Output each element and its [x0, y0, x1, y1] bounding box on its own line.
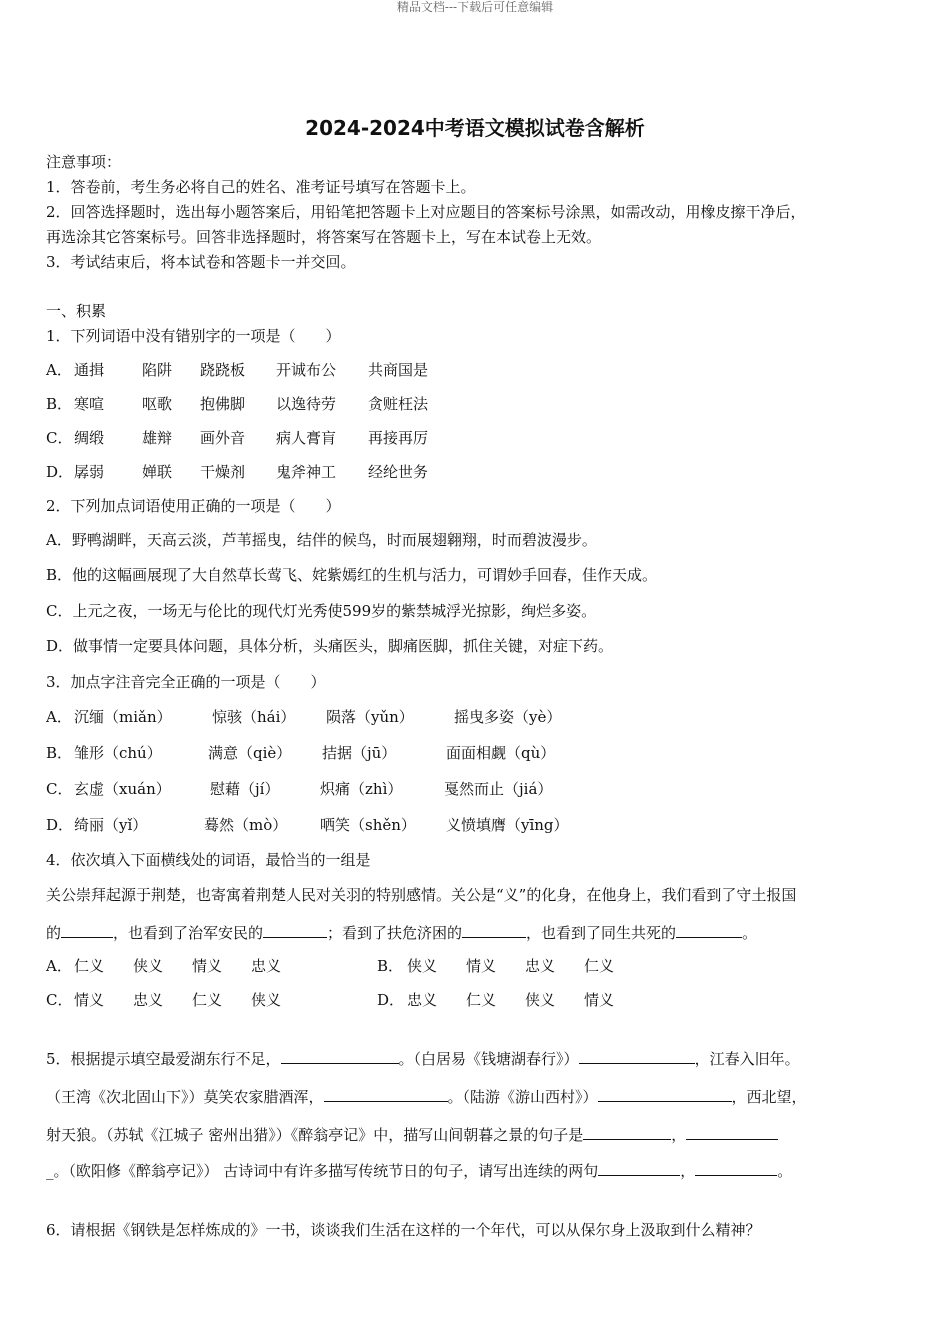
q3-option-c: [46, 779, 552, 799]
option-word: 再接再厉: [368, 429, 429, 447]
passage-text: 。: [742, 924, 758, 942]
q5-text: 。（白居易《钱塘湖春行》）: [398, 1050, 579, 1068]
q5-text: _。（欧阳修《醉翁亭记》） 古诗词中有许多描写传统节日的句子，请写出连续的两句: [46, 1162, 599, 1180]
option-word: 呕歌: [142, 395, 173, 413]
option-item: 满意（qiè）: [208, 744, 292, 762]
question-1-stem: 1．下列词语中没有错别字的一项是（ ）: [46, 327, 341, 345]
option-word: 忠义: [133, 991, 164, 1009]
q4-options-row-2: [46, 990, 614, 1010]
option-word: 仁义: [584, 957, 615, 975]
option-word: 开诚布公: [276, 361, 337, 379]
option-word: 侠义: [251, 991, 282, 1009]
option-item: 绮丽（yǐ）: [74, 816, 148, 834]
page-title: 2024-2024中考语文模拟试卷含解析: [305, 116, 645, 140]
option-label: B．: [46, 395, 73, 413]
q5-text: ，: [671, 1126, 687, 1144]
fill-blank: [695, 1161, 777, 1176]
option-item: 义愤填膺（yīng）: [446, 816, 569, 834]
header-note: 精品文档---下载后可任意编辑: [396, 0, 554, 14]
q1-option-a: [46, 360, 428, 380]
q5-text: ，西北望，: [731, 1088, 807, 1106]
q5-line-1: [46, 1049, 800, 1069]
option-item: 玄虚（xuán）: [74, 780, 171, 798]
option-item: 惊骇（hái）: [212, 708, 296, 726]
question-6-stem: 6．请根据《钢铁是怎样炼成的》一书，谈谈我们生活在这样的一个年代，可以从保尔身上汲取到什么精神？: [46, 1221, 761, 1239]
fill-blank: [676, 923, 742, 938]
fill-blank: [579, 1049, 695, 1064]
note-item-2: 2．回答选择题时，选出每小题答案后，用铅笔把答题卡上对应题目的答案标号涂黑，如需改动，用橡皮擦干净后，: [46, 203, 806, 221]
option-word: 画外音: [200, 429, 246, 447]
q3-option-b: [46, 743, 555, 763]
q2-option-b: B．他的这幅画展现了大自然草长莺飞、姹紫嫣红的生机与活力，可谓妙手回春，佳作天成。: [46, 566, 658, 584]
q4-options-row-1: [46, 956, 614, 976]
option-label: A．: [46, 708, 72, 726]
passage-text: ，也看到了治军安民的: [113, 924, 264, 942]
fill-blank: [598, 1087, 732, 1102]
q5-text: 。（陆游《游山西村》）: [447, 1088, 598, 1106]
option-word: 孱弱: [74, 463, 105, 481]
option-label: C．: [46, 991, 73, 1009]
option-label: C．: [46, 780, 73, 798]
option-word: 雄辩: [142, 429, 173, 447]
q3-option-d: [46, 815, 569, 835]
option-word: 忠义: [251, 957, 282, 975]
option-word: 鬼斧神工: [276, 463, 337, 481]
option-word: 仁义: [192, 991, 223, 1009]
fill-blank: [583, 1125, 671, 1140]
option-word: 干燥剂: [200, 463, 246, 481]
note-item-1: 1．答卷前，考生务必将自己的姓名、准考证号填写在答题卡上。: [46, 178, 476, 196]
option-word: 经纶世务: [368, 463, 429, 481]
option-word: 情义: [584, 991, 615, 1009]
section-heading: 一、积累: [46, 302, 107, 320]
option-word: 寒喧: [74, 395, 105, 413]
option-item: 蓦然（mò）: [204, 816, 288, 834]
option-label: C．: [46, 429, 73, 447]
q4-passage-line-2: [46, 923, 757, 943]
passage-text: ，也看到了同生共死的: [526, 924, 677, 942]
option-label: D．: [46, 816, 74, 834]
q5-text: （王湾《次北固山下》）莫笑农家腊酒浑，: [46, 1088, 324, 1106]
option-item: 戛然而止（jiá）: [444, 780, 553, 798]
q2-option-c: C．上元之夜，一场无与伦比的现代灯光秀使599岁的紫禁城浮光掠影，绚烂多姿。: [46, 602, 597, 620]
q5-text: 5．根据提示填空最爱湖东行不足，: [46, 1050, 281, 1068]
option-word: 仁义: [74, 957, 105, 975]
passage-text: ；看到了扶危济困的: [327, 924, 463, 942]
option-word: 仁义: [466, 991, 497, 1009]
q5-text: 。: [777, 1162, 793, 1180]
option-word: 情义: [192, 957, 223, 975]
option-word: 贪赃枉法: [368, 395, 429, 413]
option-item: 沉缅（miǎn）: [74, 708, 172, 726]
q5-line-4: [46, 1161, 792, 1181]
option-word: 陷阱: [142, 361, 173, 379]
option-item: 面面相觑（qù）: [446, 744, 556, 762]
note-item-3: 3．考试结束后，将本试卷和答题卡一并交回。: [46, 253, 356, 271]
note-item-2-cont: 再选涂其它答案标号。回答非选择题时，将答案写在答题卡上，写在本试卷上无效。: [46, 228, 602, 246]
q5-line-2: [46, 1087, 807, 1107]
option-item: 雏形（chú）: [74, 744, 162, 762]
notes-heading: 注意事项：: [46, 153, 122, 171]
q4-passage-line-1: 关公崇拜起源于荆楚，也寄寓着荆楚人民对关羽的特别感情。关公是“义”的化身，在他身上，我们看到了守土报国: [46, 886, 797, 904]
option-label: B．: [377, 957, 404, 975]
q1-option-c: [46, 428, 428, 448]
question-2-stem: 2．下列加点词语使用正确的一项是（ ）: [46, 497, 341, 515]
q1-option-b: [46, 394, 428, 414]
fill-blank: [598, 1161, 680, 1176]
option-item: 炽痛（zhì）: [320, 780, 403, 798]
q5-text: 射天狼。（苏轼《江城子 密州出猎》）《醉翁亭记》中，描写山间朝暮之景的句子是: [46, 1126, 584, 1144]
q3-option-a: [46, 707, 561, 727]
option-word: 共商国是: [368, 361, 429, 379]
question-4-stem: 4．依次填入下面横线处的词语，最恰当的一组是: [46, 851, 371, 869]
option-label: A．: [46, 957, 72, 975]
option-label: B．: [46, 744, 73, 762]
option-label: A．: [46, 361, 72, 379]
fill-blank: [324, 1087, 448, 1102]
option-word: 侠义: [407, 957, 438, 975]
option-item: 慰藉（jí）: [210, 780, 280, 798]
option-word: 婵联: [142, 463, 173, 481]
option-word: 侠义: [133, 957, 164, 975]
option-word: 跷跷板: [200, 361, 246, 379]
q5-text: ，江春入旧年。: [694, 1050, 800, 1068]
option-label: D．: [46, 463, 74, 481]
q1-option-d: [46, 462, 428, 482]
fill-blank: [263, 923, 327, 938]
q2-option-d: D．做事情一定要具体问题，具体分析，头痛医头，脚痛医脚，抓住关键，对症下药。: [46, 637, 614, 655]
option-word: 病人膏肓: [276, 429, 337, 447]
option-word: 情义: [74, 991, 105, 1009]
option-word: 通揖: [74, 361, 105, 379]
option-item: 陨落（yǔn）: [326, 708, 414, 726]
option-word: 以逸待劳: [276, 395, 337, 413]
passage-text: 的: [46, 924, 62, 942]
q5-line-3: [46, 1125, 778, 1145]
fill-blank: [61, 923, 113, 938]
option-word: 抱佛脚: [200, 395, 246, 413]
option-word: 忠义: [407, 991, 438, 1009]
option-item: 摇曳多姿（yè）: [454, 708, 562, 726]
option-word: 忠义: [525, 957, 556, 975]
question-3-stem: 3．加点字注音完全正确的一项是（ ）: [46, 673, 326, 691]
option-word: 侠义: [525, 991, 556, 1009]
option-item: 哂笑（shěn）: [320, 816, 416, 834]
q5-text: ，: [680, 1162, 696, 1180]
fill-blank: [281, 1049, 399, 1064]
option-word: 绸缎: [74, 429, 105, 447]
option-word: 情义: [466, 957, 497, 975]
option-item: 拮据（jū）: [322, 744, 397, 762]
option-label: D．: [377, 991, 405, 1009]
fill-blank: [686, 1125, 778, 1140]
fill-blank: [462, 923, 526, 938]
q2-option-a: A．野鸭湖畔，天高云淡，芦苇摇曳，结伴的候鸟，时而展翅翱翔，时而碧波漫步。: [46, 531, 597, 549]
